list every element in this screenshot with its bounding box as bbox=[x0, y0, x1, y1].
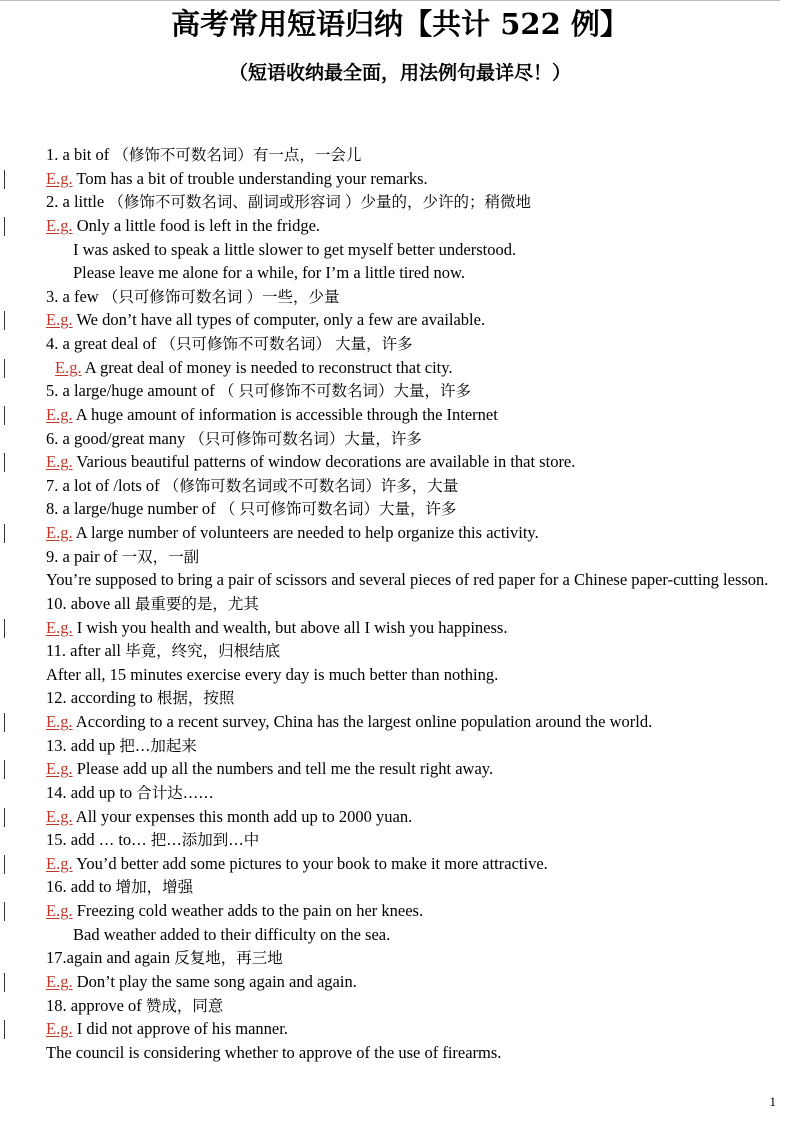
example-line bbox=[46, 403, 778, 427]
phrase-line bbox=[46, 568, 778, 592]
line-text: 12. according to 根据，按照 bbox=[46, 688, 235, 708]
line-text: 8. a large/huge number of （ 只可修饰可数名词）大量，许多 bbox=[46, 499, 457, 519]
line-text: I wish you health and wealth, but above all I wish you happiness. bbox=[72, 617, 508, 637]
phrase-line bbox=[46, 946, 778, 970]
eg-label: E.g. bbox=[46, 901, 73, 920]
page-title: 高考常用短语归纳【共计 522 例】 bbox=[171, 7, 629, 41]
eg-label: E.g. bbox=[46, 853, 73, 873]
example-line bbox=[46, 899, 778, 923]
line-text: A great deal of money is needed to reconstruct that city. bbox=[81, 357, 453, 377]
example-line bbox=[46, 214, 778, 238]
example-line bbox=[46, 970, 778, 994]
example-line bbox=[46, 710, 778, 734]
phrase-line bbox=[46, 545, 778, 569]
line-text: Tom has a bit of trouble understanding your remarks. bbox=[72, 168, 428, 188]
phrase-line bbox=[46, 923, 778, 947]
line-text: 10. above all 最重要的是，尤其 bbox=[46, 593, 259, 613]
line-text: 5. a large/huge amount of （ 只可修饰不可数名词）大量，许多 bbox=[46, 381, 472, 401]
line-text: 17.again and again 反复地，再三地 bbox=[46, 948, 283, 968]
line-text: A large number of volunteers are needed to help organize this activity. bbox=[72, 523, 539, 542]
line-text: According to a recent survey, China has the largest online population around the world. bbox=[72, 712, 653, 731]
line-text: 3. a few （只可修饰可数名词 ）一些，少量 bbox=[46, 286, 340, 306]
line-text: 1. a bit of （修饰不可数名词）有一点，一会儿 bbox=[46, 145, 362, 164]
line-text: We don’t have all types of computer, only a few are available. bbox=[72, 310, 486, 330]
line-text: After all, 15 minutes exercise every day is much better than nothing. bbox=[46, 664, 499, 684]
line-text: 6. a good/great many （只可修饰可数名词）大量，许多 bbox=[46, 428, 422, 448]
page-subtitle: （短语收纳最全面，用法例句最详尽！） bbox=[228, 62, 571, 84]
phrase-line bbox=[46, 261, 778, 285]
example-line bbox=[46, 308, 778, 332]
phrase-line bbox=[46, 190, 778, 214]
line-text: 14. add up to 合计达…… bbox=[46, 782, 214, 802]
phrase-line bbox=[46, 686, 778, 710]
eg-label: E.g. bbox=[46, 168, 73, 188]
phrase-line bbox=[46, 592, 778, 616]
line-text: Freezing cold weather adds to the pain on her knees. bbox=[72, 901, 424, 920]
line-text: 16. add to 增加，增强 bbox=[46, 877, 194, 897]
example-line bbox=[46, 757, 778, 781]
line-text: Various beautiful patterns of window decorations are available in that store. bbox=[72, 452, 576, 472]
phrase-line bbox=[46, 497, 778, 521]
line-text: Don’t play the same song again and again. bbox=[72, 971, 357, 991]
line-text: Please add up all the numbers and tell me the result right away. bbox=[72, 759, 494, 779]
phrase-line bbox=[46, 781, 778, 805]
eg-label: E.g. bbox=[46, 806, 73, 826]
phrase-line bbox=[46, 994, 778, 1018]
phrase-line bbox=[46, 663, 778, 687]
phrase-line bbox=[46, 474, 778, 498]
line-text: 9. a pair of 一双，一副 bbox=[46, 546, 200, 566]
line-text: 2. a little （修饰不可数名词、副词或形容词 ）少量的，少许的；稍微地 bbox=[46, 192, 531, 212]
line-text: 15. add … to… 把…添加到…中 bbox=[46, 830, 260, 850]
eg-label: E.g. bbox=[55, 357, 82, 377]
line-text: 13. add up 把…加起来 bbox=[46, 735, 197, 755]
line-text: A huge amount of information is accessible through the Internet bbox=[72, 404, 498, 424]
phrase-line bbox=[46, 379, 778, 403]
eg-label: E.g. bbox=[46, 452, 73, 472]
eg-label: E.g. bbox=[46, 971, 73, 991]
phrase-list bbox=[46, 143, 778, 1064]
line-text: 7. a lot of /lots of （修饰可数名词或不可数名词）许多，大量 bbox=[46, 475, 459, 495]
eg-label: E.g. bbox=[46, 617, 73, 637]
phrase-line bbox=[46, 734, 778, 758]
example-line bbox=[46, 805, 778, 829]
example-line bbox=[46, 521, 778, 545]
phrase-line bbox=[46, 238, 778, 262]
eg-label: E.g. bbox=[46, 404, 73, 424]
line-text: All your expenses this month add up to 2000 yuan. bbox=[72, 806, 413, 826]
example-line bbox=[46, 852, 778, 876]
line-text: Please leave me alone for a while, for I’m a little tired now. bbox=[73, 263, 466, 283]
eg-label: E.g. bbox=[46, 759, 73, 779]
phrase-line bbox=[46, 875, 778, 899]
eg-label: E.g. bbox=[46, 215, 73, 235]
eg-label: E.g. bbox=[46, 310, 73, 330]
line-text: I did not approve of his manner. bbox=[72, 1019, 288, 1039]
phrase-line bbox=[46, 427, 778, 451]
line-text: 18. approve of 赞成，同意 bbox=[46, 995, 224, 1015]
example-line bbox=[46, 450, 778, 474]
example-line bbox=[46, 167, 778, 191]
line-text: Only a little food is left in the fridge. bbox=[72, 215, 321, 235]
line-text: I was asked to speak a little slower to get myself better understood. bbox=[73, 239, 517, 259]
example-line bbox=[46, 356, 778, 380]
phrase-line bbox=[46, 1041, 778, 1065]
phrase-line bbox=[46, 143, 778, 167]
example-line bbox=[46, 616, 778, 640]
line-text: 11. after all 毕竟，终究，归根结底 bbox=[46, 641, 281, 661]
phrase-line bbox=[46, 639, 778, 663]
page-number: 1 bbox=[769, 1094, 776, 1109]
example-line bbox=[46, 1017, 778, 1041]
phrase-line bbox=[46, 332, 778, 356]
eg-label: E.g. bbox=[46, 523, 73, 542]
eg-label: E.g. bbox=[46, 1019, 73, 1039]
line-text: The council is considering whether to approve of the use of firearms. bbox=[46, 1042, 502, 1062]
phrase-line bbox=[46, 285, 778, 309]
phrase-line bbox=[46, 828, 778, 852]
line-text: You’re supposed to bring a pair of scissors and several pieces of red paper for a Chinese paper-cutting lesson. bbox=[46, 570, 769, 590]
line-text: 4. a great deal of （只可修饰不可数名词） 大量，许多 bbox=[46, 334, 413, 353]
line-text: Bad weather added to their difficulty on the sea. bbox=[73, 924, 391, 944]
eg-label: E.g. bbox=[46, 712, 73, 731]
line-text: You’d better add some pictures to your book to make it more attractive. bbox=[72, 853, 548, 873]
